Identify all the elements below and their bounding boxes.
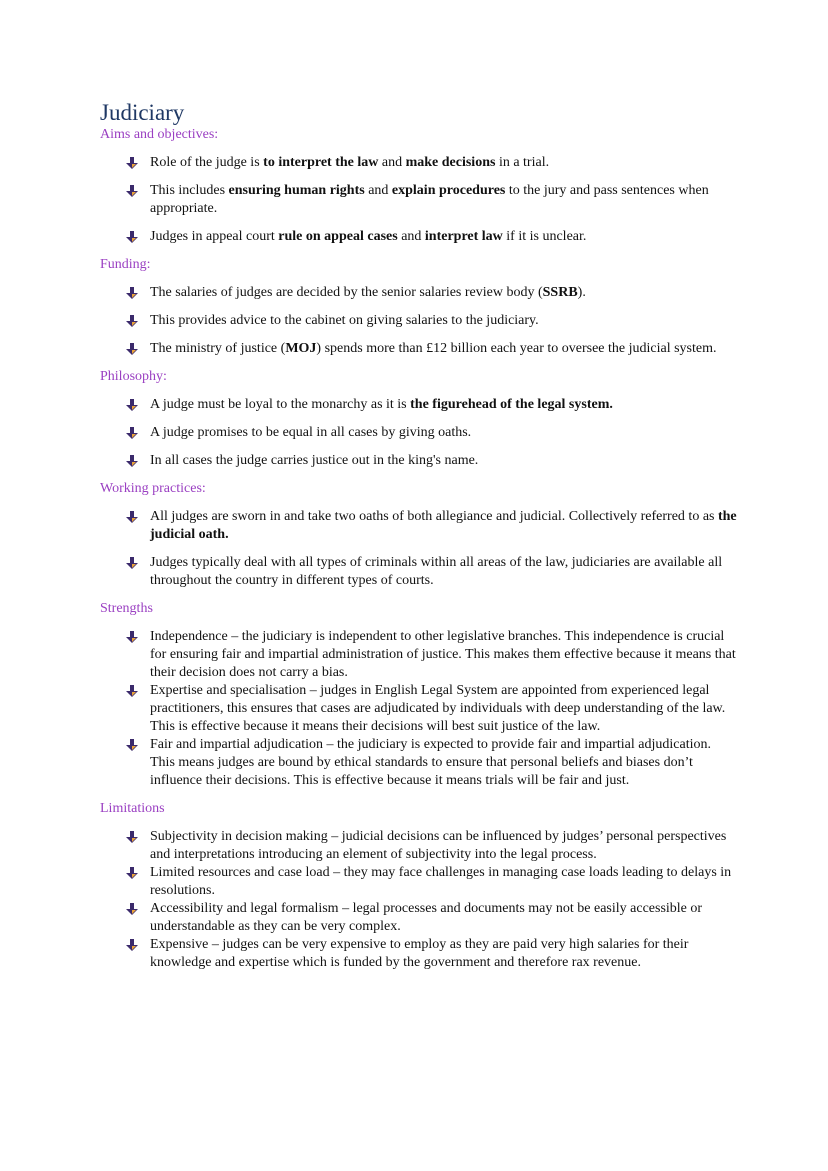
- down-arrow-icon: [125, 454, 139, 468]
- text-run: and: [397, 229, 425, 244]
- down-arrow-icon: [125, 510, 139, 524]
- text-run: The ministry of justice (: [150, 341, 286, 356]
- list-item: [125, 182, 738, 218]
- list-item: [125, 508, 738, 544]
- section-0: [100, 126, 738, 246]
- bold-text: explain procedures: [391, 183, 506, 198]
- bold-text: SSRB: [542, 285, 578, 300]
- down-arrow-icon: [125, 184, 139, 198]
- down-arrow-icon: [125, 314, 139, 328]
- section-heading: Strengths: [100, 601, 153, 616]
- text-run: Accessibility and legal formalism – legal processes and documents may not be easily accessible or understandable as they can be very complex.: [150, 901, 703, 934]
- bullet-list: [100, 154, 738, 246]
- list-item: [125, 554, 738, 590]
- text-run: The salaries of judges are decided by the senior salaries review body (: [150, 285, 543, 300]
- text-run: This includes: [150, 183, 229, 198]
- down-arrow-icon: [125, 684, 139, 698]
- text-run: Expensive – judges can be very expensive to employ as they are paid very high salaries for their knowledge and expertise which is funded by the government and therefore rax revenue.: [150, 937, 689, 970]
- text-run: Subjectivity in decision making – judicial decisions can be influenced by judges’ personal perspectives and interpretations introducing an element of subjectivity into the legal process.: [150, 829, 727, 862]
- text-run: and: [364, 183, 392, 198]
- down-arrow-icon: [125, 830, 139, 844]
- section-heading: Aims and objectives:: [100, 127, 219, 142]
- bold-text: make decisions: [405, 155, 496, 170]
- list-item: [125, 284, 738, 302]
- down-arrow-icon: [125, 938, 139, 952]
- list-item: [125, 736, 738, 790]
- bold-text: to interpret the law: [263, 155, 379, 170]
- bullet-list: [100, 284, 738, 358]
- text-run: to the jury and pass sentences when appropriate.: [150, 183, 709, 216]
- text-run: A judge promises to be equal in all cases by giving oaths.: [150, 425, 472, 440]
- text-run: Judges typically deal with all types of criminals within all areas of the law, judiciaries are available all throughout the country in different types of courts.: [150, 555, 723, 588]
- text-run: All judges are sworn in and take two oaths of both allegiance and judicial. Collectively referred to as: [150, 509, 718, 524]
- text-run: Fair and impartial adjudication – the judiciary is expected to provide fair and impartial adjudication. This means judges are bound by ethical standards to ensure that personal beliefs and biases don’t influence their decisions. This is effective because it means trials will be fair and just.: [150, 737, 711, 788]
- section-3: [100, 480, 738, 590]
- text-run: ) spends more than £12 billion each year to oversee the judicial system.: [316, 341, 717, 356]
- bold-text: rule on appeal cases: [278, 229, 398, 244]
- text-run: Role of the judge is: [150, 155, 264, 170]
- section-heading: Limitations: [100, 801, 165, 816]
- text-run: Limited resources and case load – they may face challenges in managing case loads leading to delays in resolutions.: [150, 865, 732, 898]
- bullet-list: [100, 396, 738, 470]
- down-arrow-icon: [125, 738, 139, 752]
- down-arrow-icon: [125, 398, 139, 412]
- down-arrow-icon: [125, 342, 139, 356]
- page-title: Judiciary: [100, 100, 185, 125]
- list-item: [125, 312, 738, 330]
- text-run: Judges in appeal court: [150, 229, 279, 244]
- section-4: [100, 600, 738, 790]
- bullet-list: [100, 828, 738, 972]
- section-1: [100, 256, 738, 358]
- list-item: [125, 936, 738, 972]
- down-arrow-icon: [125, 866, 139, 880]
- text-run: in a trial.: [495, 155, 550, 170]
- down-arrow-icon: [125, 156, 139, 170]
- list-item: [125, 228, 738, 246]
- list-item: [125, 628, 738, 682]
- section-heading: Working practices:: [100, 481, 206, 496]
- bold-text: the figurehead of the legal system.: [410, 397, 613, 412]
- down-arrow-icon: [125, 286, 139, 300]
- text-run: This provides advice to the cabinet on giving salaries to the judiciary.: [150, 313, 539, 328]
- text-run: ).: [577, 285, 586, 300]
- text-run: Expertise and specialisation – judges in English Legal System are appointed from experienced legal practitioners, this ensures that cases are adjudicated by individuals with deep understanding of the law. This is effective because it means their decisions will best suit justice of the law.: [150, 683, 726, 734]
- bullet-list: [100, 628, 738, 790]
- section-2: [100, 368, 738, 470]
- list-item: [125, 828, 738, 864]
- down-arrow-icon: [125, 556, 139, 570]
- text-run: if it is unclear.: [502, 229, 587, 244]
- list-item: [125, 396, 738, 414]
- bold-text: the judicial oath.: [150, 509, 737, 542]
- list-item: [125, 900, 738, 936]
- section-5: [100, 800, 738, 972]
- section-heading: Philosophy:: [100, 369, 167, 384]
- list-item: [125, 864, 738, 900]
- down-arrow-icon: [125, 630, 139, 644]
- list-item: [125, 682, 738, 736]
- text-run: A judge must be loyal to the monarchy as it is: [150, 397, 411, 412]
- list-item: [125, 424, 738, 442]
- down-arrow-icon: [125, 902, 139, 916]
- list-item: [125, 452, 738, 470]
- down-arrow-icon: [125, 230, 139, 244]
- bullet-list: [100, 508, 738, 590]
- list-item: [125, 340, 738, 358]
- down-arrow-icon: [125, 426, 139, 440]
- text-run: Independence – the judiciary is independent to other legislative branches. This independence is crucial for ensuring fair and impartial administration of justice. This makes them effective because it means that their decision does not carry a bias.: [150, 629, 736, 680]
- document-body: [100, 126, 738, 972]
- bold-text: ensuring human rights: [228, 183, 365, 198]
- bold-text: interpret law: [424, 229, 503, 244]
- text-run: and: [378, 155, 406, 170]
- section-heading: Funding:: [100, 257, 151, 272]
- bold-text: MOJ: [285, 341, 317, 356]
- list-item: [125, 154, 738, 172]
- text-run: In all cases the judge carries justice out in the king's name.: [150, 453, 479, 468]
